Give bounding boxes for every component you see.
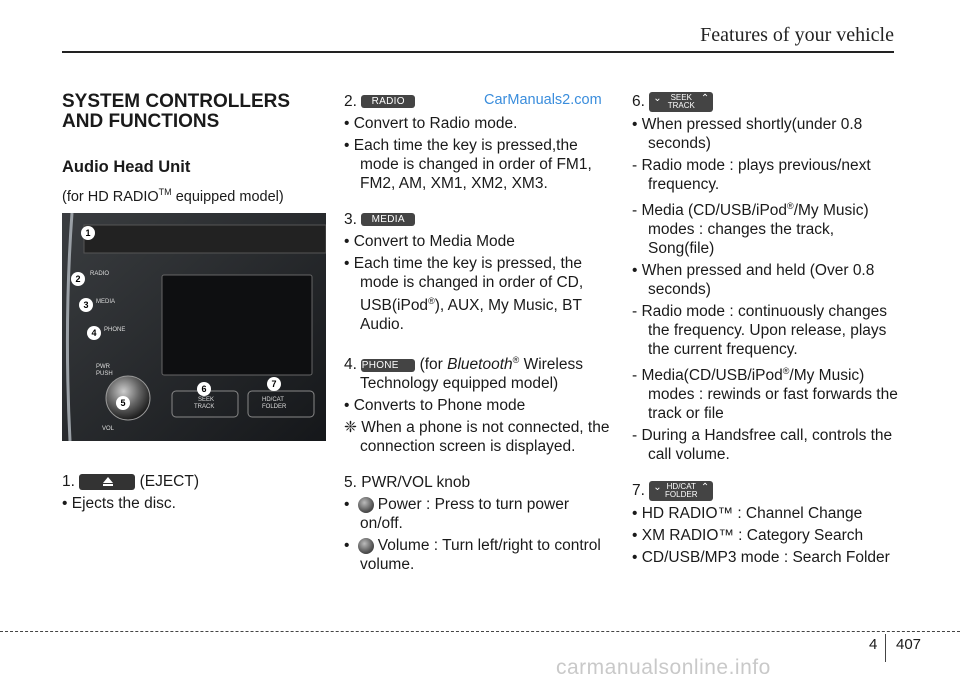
media-key-icon: MEDIA xyxy=(361,213,415,226)
eject-desc: • Ejects the disc. xyxy=(62,495,176,512)
knob-icon xyxy=(358,497,374,513)
watermark: CarManuals2.com xyxy=(484,92,602,108)
phone-key-icon: PHONE xyxy=(361,359,415,372)
item-6-sub: - Media (CD/USB/iPod®/My Music) modes : changes the track, Song(file) xyxy=(632,201,869,258)
svg-text:7: 7 xyxy=(271,379,277,389)
item-4-bullet: • Converts to Phone mode xyxy=(344,397,526,415)
item-7-bullet: • HD RADIO™ : Channel Change xyxy=(632,505,863,523)
item-4-title: 4. PHONE (for Bluetooth® Wireless Technology equipped model) xyxy=(344,355,583,393)
eject-icon xyxy=(79,474,135,490)
item-6-sub: - Radio mode : plays previous/next frequency. xyxy=(632,157,871,193)
item-5-bullet: • Volume : Turn left/right to control volume. xyxy=(344,537,601,574)
item-2-bullet: • Each time the key is pressed,the mode is changed in order of FM1, FM2, AM, XM1, XM2, XM3. xyxy=(344,137,592,192)
item-2-bullet: • Convert to Radio mode. xyxy=(344,115,518,132)
seek-track-key-icon: ⌄ SEEK TRACK ⌃ xyxy=(649,92,713,112)
svg-text:RADIO: RADIO xyxy=(90,271,110,277)
item-3-title: 3. MEDIA xyxy=(344,210,612,229)
item-7-bullet: • CD/USB/MP3 mode : Search Folder xyxy=(632,549,890,567)
item-6-sub: - Media(CD/USB/iPod®/My Music) modes : rewinds or fast forwards the track or file xyxy=(632,366,898,423)
knob-icon xyxy=(358,538,374,554)
svg-text:2: 2 xyxy=(75,274,81,284)
radio-key-icon: RADIO xyxy=(361,95,415,108)
svg-text:3: 3 xyxy=(83,300,89,310)
item-7-title: 7. ⌄ HD/CAT FOLDER ⌃ xyxy=(632,481,898,501)
svg-text:1: 1 xyxy=(85,228,91,238)
head-unit-illustration xyxy=(62,213,326,441)
head-unit-photo xyxy=(62,213,326,441)
item-6-sub: - During a Handsfree call, controls the call volume. xyxy=(632,427,893,464)
svg-text:FOLDER: FOLDER xyxy=(262,404,287,410)
item-4-note: ❈ When a phone is not connected, the connection screen is displayed. xyxy=(344,419,610,456)
header-rule xyxy=(62,51,894,53)
chapter-title: Features of your vehicle xyxy=(700,24,894,46)
column-1 xyxy=(62,92,327,207)
footer-rule xyxy=(0,631,960,632)
section-heading: SYSTEM CONTROLLERS AND FUNCTIONS xyxy=(62,91,291,132)
model-note: (for HD RADIO™ equipped model) xyxy=(62,187,284,205)
svg-text:MEDIA: MEDIA xyxy=(96,299,116,305)
svg-text:6: 6 xyxy=(201,384,207,394)
column-2 xyxy=(344,92,612,577)
column-3 xyxy=(632,92,898,570)
svg-text:HD/CAT: HD/CAT xyxy=(262,397,284,403)
page-separator xyxy=(885,634,886,662)
item-1 xyxy=(62,472,327,516)
item-3-bullet: • Each time the key is pressed, the mode is changed in order of CD, USB(iPod®), AUX, My Music, BT Audio. xyxy=(344,255,584,334)
page-number: 407 xyxy=(896,636,922,653)
item-3-bullet: • Convert to Media Mode xyxy=(344,233,515,250)
page-header xyxy=(0,0,960,60)
svg-text:PHONE: PHONE xyxy=(104,327,126,333)
svg-text:5: 5 xyxy=(120,398,126,408)
item-6-sub: - Radio mode : continuously changes the frequency. Upon release, plays the current frequency. xyxy=(632,303,888,359)
subheading: Audio Head Unit xyxy=(62,158,191,176)
svg-text:4: 4 xyxy=(91,328,97,338)
svg-text:SEEK: SEEK xyxy=(198,397,215,403)
hd-cat-folder-key-icon: ⌄ HD/CAT FOLDER ⌃ xyxy=(649,481,713,501)
site-watermark: carmanualsonline.info xyxy=(556,656,771,679)
item-6-bullet: • When pressed and held (Over 0.8 seconds) xyxy=(632,262,875,299)
svg-text:TRACK: TRACK xyxy=(194,404,215,410)
svg-text:PWR: PWR xyxy=(96,364,110,370)
item-6-bullet: • When pressed shortly(under 0.8 seconds) xyxy=(632,116,863,152)
eject-line: 1. (EJECT) xyxy=(62,473,199,490)
item-7-bullet: • XM RADIO™ : Category Search xyxy=(632,527,864,545)
item-5-title: 5. PWR/VOL knob xyxy=(344,474,471,492)
item-2-title: 2. RADIO xyxy=(344,92,612,111)
svg-text:VOL: VOL xyxy=(102,426,115,432)
section-number: 4 xyxy=(869,636,878,653)
item-6-title: 6. ⌄ SEEK TRACK ⌃ xyxy=(632,92,898,112)
item-5-bullet: • Power : Press to turn power on/off. xyxy=(344,496,569,533)
svg-text:PUSH: PUSH xyxy=(96,371,113,377)
